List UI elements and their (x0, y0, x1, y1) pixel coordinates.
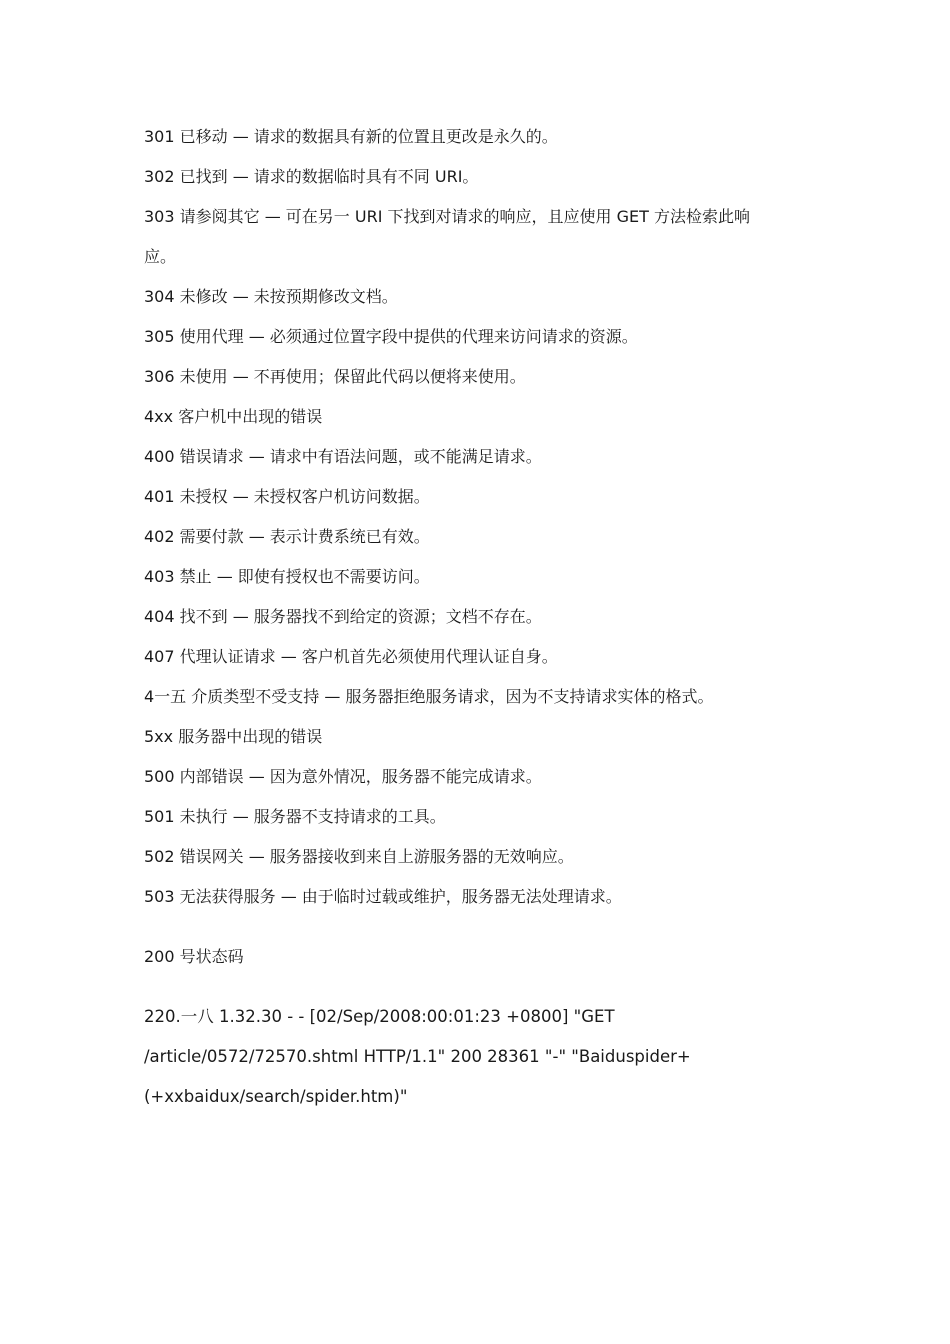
text-line-500: 500 内部错误 — 因为意外情况，服务器不能完成请求。 (144, 767, 542, 786)
document-body (144, 117, 814, 1117)
text-line-501: 501 未执行 — 服务器不支持请求的工具。 (144, 807, 446, 826)
text-line-400: 400 错误请求 — 请求中有语法问题，或不能满足请求。 (144, 447, 542, 466)
log-line-1: 220.一八 1.32.30 - - [02/Sep/2008:00:01:23 +0800] "GET (144, 1007, 615, 1026)
text-line-403: 403 禁止 — 即使有授权也不需要访问。 (144, 567, 430, 586)
text-line-306: 306 未使用 — 不再使用；保留此代码以便将来使用。 (144, 367, 526, 386)
text-line-503: 503 无法获得服务 — 由于临时过载或维护，服务器无法处理请求。 (144, 887, 622, 906)
text-line-302: 302 已找到 — 请求的数据临时具有不同 URI。 (144, 167, 479, 186)
section-heading-200: 200 号状态码 (144, 947, 244, 966)
text-line-303-continued: 应。 (144, 247, 177, 266)
text-line-303: 303 请参阅其它 — 可在另一 URI 下找到对请求的响应，且应使用 GET 方法检索此响 (144, 207, 750, 226)
log-line-3: (+xxbaidux/search/spider.htm)" (144, 1087, 408, 1106)
spacer (144, 917, 814, 937)
text-line-502: 502 错误网关 — 服务器接收到来自上游服务器的无效响应。 (144, 847, 574, 866)
text-line-415: 4一五 介质类型不受支持 — 服务器拒绝服务请求，因为不支持请求实体的格式。 (144, 687, 714, 706)
text-line-407: 407 代理认证请求 — 客户机首先必须使用代理认证自身。 (144, 647, 558, 666)
text-line-4xx: 4xx 客户机中出现的错误 (144, 407, 323, 426)
text-line-404: 404 找不到 — 服务器找不到给定的资源；文档不存在。 (144, 607, 542, 626)
text-line-305: 305 使用代理 — 必须通过位置字段中提供的代理来访问请求的资源。 (144, 327, 638, 346)
text-line-304: 304 未修改 — 未按预期修改文档。 (144, 287, 398, 306)
text-line-301: 301 已移动 — 请求的数据具有新的位置且更改是永久的。 (144, 127, 558, 146)
text-line-5xx: 5xx 服务器中出现的错误 (144, 727, 323, 746)
text-line-401: 401 未授权 — 未授权客户机访问数据。 (144, 487, 430, 506)
text-line-402: 402 需要付款 — 表示计费系统已有效。 (144, 527, 430, 546)
spacer (144, 977, 814, 997)
log-line-2: /article/0572/72570.shtml HTTP/1.1" 200 28361 "-" "Baiduspider+ (144, 1047, 691, 1066)
